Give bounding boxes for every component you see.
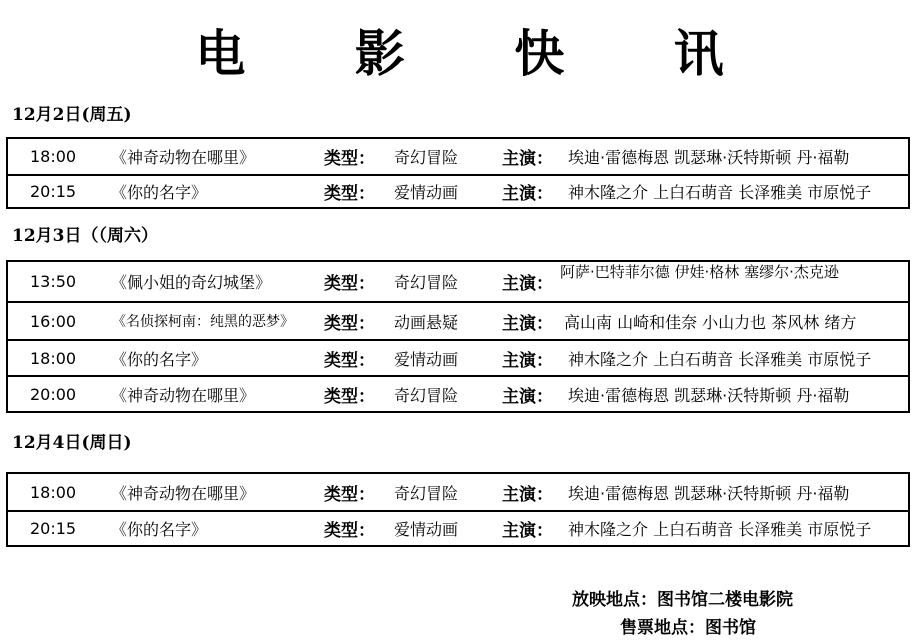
cast: 神木隆之介 上白石萌音 长泽雅美 市原悦子 <box>568 349 872 369</box>
show-time: 20:15 <box>30 519 77 538</box>
schedule-row <box>8 174 908 207</box>
show-time: 16:00 <box>30 311 77 331</box>
cast-label: 主演： <box>502 386 553 407</box>
day-heading: 12月4日(周日) <box>12 433 132 453</box>
ticket-info <box>620 617 756 639</box>
schedule-row <box>8 339 908 375</box>
cast: 高山南 山崎和佳奈 小山力也 茶风林 绪方 <box>564 312 857 332</box>
day-heading: 12月2日(周五) <box>12 105 132 125</box>
cast-label: 主演： <box>502 149 553 169</box>
movie-title: 《你的名字》 <box>111 183 208 202</box>
show-time: 18:00 <box>30 482 77 502</box>
page-title: 电 影 快 讯 <box>195 24 770 83</box>
schedule-table <box>6 260 910 413</box>
movie-title: 《神奇动物在哪里》 <box>111 483 256 503</box>
cast: 埃迪·雷德梅恩 凯瑟琳·沃特斯顿 丹·福勒 <box>568 148 850 167</box>
movie-title: 《神奇动物在哪里》 <box>111 385 256 405</box>
type-label: 类型： <box>324 350 375 371</box>
type-label: 类型： <box>324 313 375 334</box>
cast: 神木隆之介 上白石萌音 长泽雅美 市原悦子 <box>568 183 872 202</box>
schedule-table <box>6 137 910 209</box>
cast-label: 主演： <box>502 350 553 371</box>
schedule-row <box>8 301 908 339</box>
show-time: 18:00 <box>30 348 77 368</box>
type-label: 类型： <box>324 386 375 407</box>
day-heading: 12月3日（（周六） <box>12 226 158 246</box>
genre: 奇幻冒险 <box>394 483 459 503</box>
type-label: 类型： <box>324 484 375 505</box>
ticket-value: 图书馆 <box>705 618 756 638</box>
movie-title: 《你的名字》 <box>111 520 208 539</box>
movie-title: 《神奇动物在哪里》 <box>111 148 256 167</box>
schedule-row <box>8 474 908 510</box>
show-time: 18:00 <box>30 147 77 166</box>
schedule-row <box>8 510 908 545</box>
movie-title: 《名侦探柯南：纯黑的恶梦》 <box>112 314 294 330</box>
show-time: 13:50 <box>30 272 77 291</box>
cast-label: 主演： <box>502 274 553 294</box>
schedule-table <box>6 472 910 547</box>
type-label: 类型： <box>324 149 375 169</box>
genre: 爱情动画 <box>394 183 459 202</box>
movie-title: 《你的名字》 <box>111 349 208 369</box>
venue-value: 图书馆二楼电影院 <box>657 590 793 610</box>
schedule-row <box>8 262 908 301</box>
movie-title: 《佩小姐的奇幻城堡》 <box>111 273 272 292</box>
genre: 奇幻冒险 <box>394 385 459 405</box>
cast: 阿萨·巴特菲尔德 伊娃·格林 塞缪尔·杰克逊 <box>560 263 839 281</box>
cast-label: 主演： <box>502 184 553 204</box>
cast: 埃迪·雷德梅恩 凯瑟琳·沃特斯顿 丹·福勒 <box>568 483 850 503</box>
type-label: 类型： <box>324 274 375 294</box>
genre: 爱情动画 <box>394 520 459 539</box>
venue-info <box>572 589 793 611</box>
type-label: 类型： <box>324 521 375 541</box>
venue-label: 放映地点： <box>572 590 657 610</box>
schedule-row <box>8 375 908 411</box>
ticket-label: 售票地点： <box>620 618 705 638</box>
cast-label: 主演： <box>502 313 553 334</box>
cast: 神木隆之介 上白石萌音 长泽雅美 市原悦子 <box>568 520 872 539</box>
show-time: 20:00 <box>30 384 77 404</box>
show-time: 20:15 <box>30 182 77 201</box>
genre: 爱情动画 <box>394 349 459 369</box>
genre: 奇幻冒险 <box>394 273 459 292</box>
cast-label: 主演： <box>502 521 553 541</box>
cast-label: 主演： <box>502 484 553 505</box>
cast: 埃迪·雷德梅恩 凯瑟琳·沃特斯顿 丹·福勒 <box>568 385 850 405</box>
schedule-row <box>8 139 908 174</box>
type-label: 类型： <box>324 184 375 204</box>
genre: 动画悬疑 <box>394 312 459 332</box>
genre: 奇幻冒险 <box>394 148 459 167</box>
